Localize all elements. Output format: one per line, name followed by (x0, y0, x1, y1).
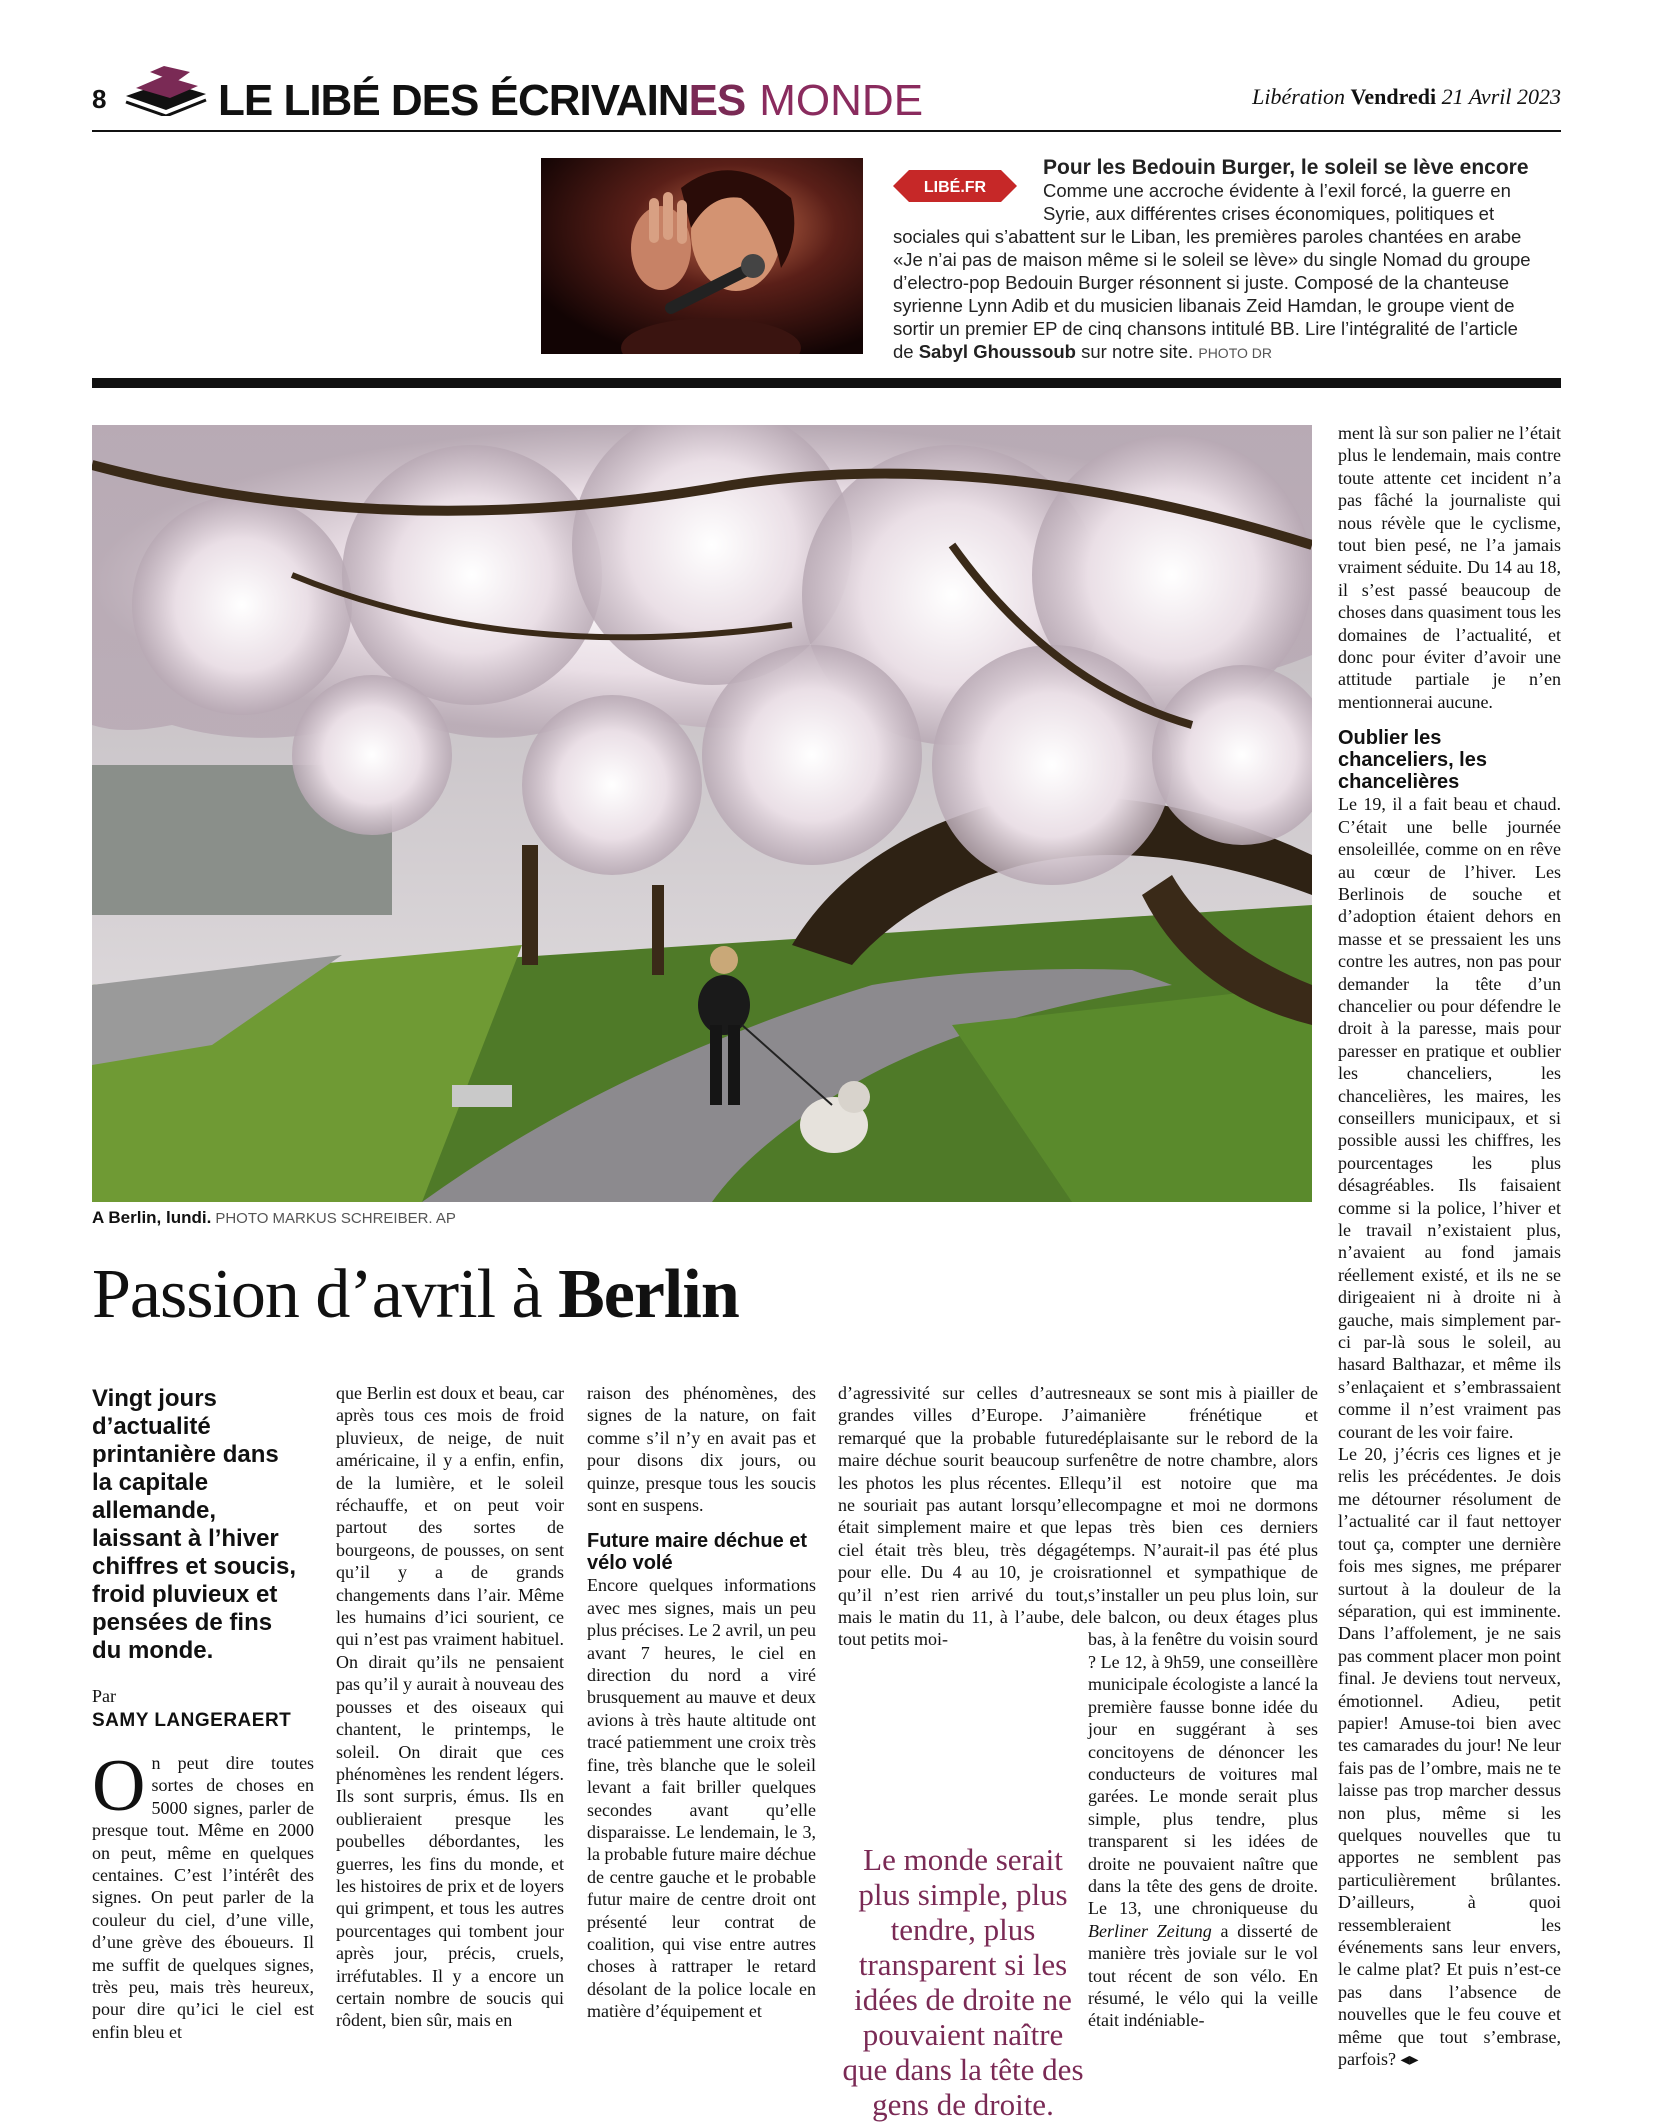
paragraph: raison des phénomènes, des signes de la nature, on fait comme s’il n’y en avait pas et pour disons dix jours, ou quinze, presque tous les soucis sont en suspens. (587, 1383, 816, 1516)
main-photo-cherry-blossom[interactable] (92, 425, 1312, 1202)
teaser-text (893, 156, 1533, 365)
brand-title-suffix: ES (688, 76, 746, 125)
article-column-6 (1338, 422, 1561, 2070)
dateline-day: Vendredi (1350, 84, 1437, 109)
dateline (1252, 84, 1561, 110)
headline-light: Passion d’avril à (92, 1256, 542, 1333)
end-mark-icon: ◂▸ (1400, 2049, 1419, 2070)
article-headline (92, 1250, 739, 1340)
brand-title: LE LIBÉ DES ÉCRIVAIN (218, 76, 689, 125)
teaser-more-author: Sabyl Ghoussoub (918, 341, 1076, 362)
paragraph-text: Le 20, j’écris ces lignes et je relis les précédentes. Je dois me détourner résolument de l’actualité car il faut nettoyer tout ça, compter une dernière fois mes signes, me préparer surtout à la douleur de la séparation, qui est imminente. Dans l’affolement, je ne sais pas comment placer mon point final. Je deviens tout nerveux, émotionnel. Adieu, petit papier! Amuse-toi bien avec tes camarades du jour! Ne leur fais pas de l’ombre, mais ne te laisse pas trop marcher dessus non plus, même si les quelques nouvelles que tu apportes ne semblent pas particulièrement brûlantes. D’ailleurs, à quoi ressembleraient les événements sans leur envers, le calme plat? Et puis n’est-ce pas dans l’absence de nouvelles que le feu couve et même que tout s’embrase, parfois? (1338, 1444, 1561, 2070)
paragraph: ment là sur son palier ne l’était plus le lendemain, mais contre toute attente cet incident n’a pas fâché la journaliste qui nous révèle que le cyclisme, tout bien pesé, ne l’a jamais vraiment séduite. Du 14 au 18, il s’est passé beaucoup de choses dans quasiment tous les domaines de l’actualité, et donc pour éviter d’avoir une attitude partiale je n’en mentionnerai aucune. (1338, 423, 1561, 712)
section-brand (218, 76, 923, 126)
article-column-1 (92, 1745, 314, 2043)
article-column-2 (336, 1382, 564, 2032)
paragraph-text: a disserté de manière très joviale sur le vol tout récent de son vélo. En résumé, le vélo qui la veille était indéniable- (1088, 1920, 1318, 2031)
teaser-photo-credit: PHOTO DR (1198, 345, 1272, 361)
teaser-more-suffix: sur notre site. (1081, 341, 1194, 362)
paragraph (1088, 1382, 1318, 2032)
teaser-badge-spacer (893, 156, 1043, 204)
author-byline: SAMY LANGERAERT (92, 1710, 292, 1731)
dateline-paper: Libération (1252, 84, 1346, 109)
article-column-5 (1088, 1382, 1318, 2032)
paragraph-opening (92, 1745, 314, 2043)
dateline-date: 21 Avril 2023 (1441, 84, 1561, 109)
newspaper-title: Berliner Zeitung (1088, 1920, 1212, 1941)
header-rule (92, 130, 1561, 132)
paragraph: que Berlin est doux et beau, car après tous ces mois de froid pluvieux, de neige, de nuit américaine, il y a enfin, enfin, de la lumière, et le soleil réchauffe, et on peut voir partout des sortes de bourgeons, de pousses, on sent qu’il y a de grands changements dans l’air. Même les humains d’ici sourient, ce qui n’est pas vraiment habituel. On dirait qu’ils ne pensaient pas qu’il y aurait à nouveau des pousses et des oiseaux qui chantent, le printemps, le soleil. On dirait que ces phénomènes les rendent légers. Ils sont surpris, émus. Ils en oublieraient presque les poubelles débordantes, les guerres, les fins du monde, et les histoires de prix et de loyers qui grimpent, et tous les autres pourcentages qui tombent jour après jour, précis, cruels, irréfutables. Il y a encore un certain nombre de soucis qui rôdent, bien sûr, mais en (336, 1383, 564, 2031)
book-stack-logo-icon (120, 66, 212, 116)
rubric-label: MONDE (759, 76, 924, 125)
teaser-body: Comme une accroche évidente à l’exil forcé, la guerre en Syrie, aux différentes crises économiques, politiques et sociales qui s’abattent sur le Liban, les premières paroles chantées en arabe «Je n’ai pas de maison même si le soleil se lève» du single Nomad du groupe d’electro-pop Bedouin Burger résonnent si juste. Composé de la chanteuse syrienne Lynn Adib et du musicien libanais Zeid Hamdan, le groupe vient de sortir un premier EP de cinq chansons intitulé BB. (893, 180, 1531, 339)
teaser-more-prefix: Lire l’intégralité de l’article de (893, 318, 1518, 362)
photo-credit: PHOTO MARKUS SCHREIBER. AP (215, 1210, 456, 1227)
headline-bold: Berlin (558, 1256, 739, 1333)
subheading-chanceliers: Oublier les chanceliers, les chancelières (1338, 727, 1487, 794)
photo-caption (92, 1208, 456, 1228)
by-label: Par (92, 1686, 116, 1706)
paragraph-text: neaux se sont mis à piailler de manière frénétique et déplaisante sur le rebord de la fenêtre de notre chambre, alors qu’il est notoire que ma compagne et moi ne dormons pas très bien ces derniers temps. N’aurait-il pas été plus rationnel et sympathique de s’installer un peu plus loin, sur le balcon, ou deux étages plus bas, à la fenêtre du voisin sourd ? Le 12, à 9h59, une conseillère municipale écologiste a lancé la première fausse bonne idée du jour en suggérant à ses concitoyens de dénoncer les conducteurs de voitures mal garées. Le monde serait plus simple, plus tendre, plus transparent si les idées de droite ne pouvaient naître que dans la tête des gens de droite. Le 13, une chroniqueuse du (1088, 1383, 1318, 1919)
page-number: 8 (92, 84, 107, 114)
libe-fr-badge-label: LIBÉ.FR (923, 179, 987, 196)
article-column-3 (587, 1382, 816, 2023)
dropcap: O (92, 1745, 146, 1827)
paragraph: d’agressivité sur celles d’autres grandes villes d’Europe. J’ai remarqué que la probable future maire déchue sourit beaucoup sur les photos les plus récentes. Elle ne souriait pas autant lorsqu’elle était simplement maire et que le ciel était très bleu, très dégagé pour elle. Du 4 au 10, je crois qu’il n’est rien arrivé du tout, mais le matin du 11, à l’aube, de tout petits moi- (838, 1383, 1088, 1650)
paragraph-opening-text: n peut dire toutes sortes de choses en 5000 signes, parler de presque tout. Même en 2000 on peut, même en quelques centaines. C’est l’intérêt des signes. On peut parler de la couleur du ciel, d’une ville, d’une grève des éboueurs. Il me suffit de quelques signes, très peu, mais très heureux, pour dire qu’ici le ciel est enfin bleu et (92, 1753, 314, 2042)
caption-text: A Berlin, lundi. (92, 1208, 212, 1227)
subheading-future-maire: Future maire déchue et vélo volé (587, 1530, 808, 1575)
section-divider (92, 378, 1561, 388)
paragraph: Encore quelques informations avec mes signes, mais un peu plus précises. Le 2 avril, un peu avant 7 heures, le ciel en direction du nord a viré brusquement au mauve et deux avions à très haute altitude ont tracé patiemment une croix très fine, très blanche que le soleil levant a fait briller quelques secondes avant qu’elle disparaisse. Le lendemain, le 3, la probable future maire déchue de centre gauche et le probable futur maire de centre droit ont présenté leur contrat de coalition, qui vise entre autres choses à rattraper le retard désolant de la police locale en matière d’équipement et (587, 1575, 816, 2022)
teaser-title[interactable]: Pour les Bedouin Burger, le soleil se lève encore (1043, 156, 1529, 179)
paragraph (1338, 1443, 1561, 2070)
paragraph: Le 19, il a fait beau et chaud. C’était une belle journée ensoleillée, comme on en rêve au cœur de l’hiver. Les Berlinois de souche et d’adoption étaient dehors en masse et se pressaient les uns contre les autres, non pas pour demander la tête d’un chancelier ou pour défendre le droit à la paresse, mais pour paresser en pratique et oublier les chanceliers, les chancelières, les maires, les conseillers municipaux, et si possible aussi les chiffres, les pourcentages les plus désagréables. Ils faisaient comme si la police, l’hiver et le travail n’existaient plus, n’avaient au fond jamais réellement existé, et ils ne se dirigeaient ni à droite ni à gauche, mais simplement par-ci par-là sous le soleil, au hasard Balthazar, et même ils s’enlaçaient et s’embrassaient comme il n’est vraiment pas courant de les voir faire. (1338, 794, 1561, 1442)
standfirst: Vingt jours d’actualité printanière dans la capitale allemande, laissant à l’hiver chiffres et soucis, froid pluvieux et pensées de fins du monde. (92, 1385, 297, 1664)
pull-quote: Le monde serait plus simple, plus tendre, plus transparent si les idées de droite ne pouvaient naître que dans la tête des gens de droite. (842, 1842, 1084, 2122)
article-column-4 (838, 1382, 1088, 1651)
teaser-photo-singer[interactable] (541, 158, 863, 354)
